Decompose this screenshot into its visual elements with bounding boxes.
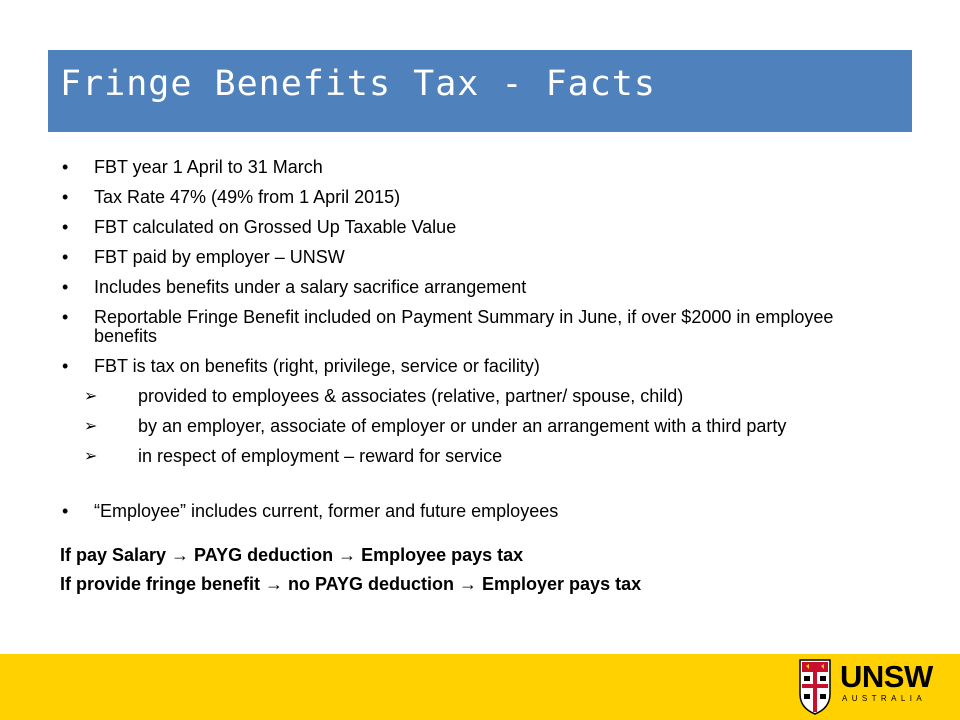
bullet-glyph: • bbox=[62, 307, 69, 327]
arrow-bullet-icon: ➢ bbox=[84, 418, 98, 435]
bullet-text: FBT year 1 April to 31 March bbox=[94, 157, 323, 177]
bullet-text: Reportable Fringe Benefit included on Payment Summary in June, if over $2000 in employee benefits bbox=[94, 307, 834, 346]
logo-wordmark: UNSW bbox=[840, 659, 933, 694]
bullet-text: FBT calculated on Grossed Up Taxable Value bbox=[94, 217, 457, 237]
sub-bullet-item bbox=[84, 417, 900, 436]
sub-bullet-item bbox=[84, 387, 900, 406]
bullet-glyph: • bbox=[62, 501, 69, 521]
bullet-glyph: • bbox=[62, 187, 69, 207]
slide-content bbox=[60, 158, 900, 604]
sub-bullet-item bbox=[84, 447, 900, 466]
arrow-bullet-icon: ➢ bbox=[84, 448, 98, 465]
bullet-glyph: • bbox=[62, 356, 69, 376]
bullet-item bbox=[60, 502, 900, 521]
bullet-glyph: • bbox=[62, 247, 69, 267]
arrow-bullet-icon: ➢ bbox=[84, 388, 98, 405]
logo-subtext: AUSTRALIA bbox=[842, 694, 927, 703]
crest-icon bbox=[798, 658, 832, 716]
summary-line: If provide fringe benefit → no PAYG deduction → Employer pays tax bbox=[60, 574, 642, 594]
unsw-logo bbox=[798, 658, 940, 716]
bullet-glyph: • bbox=[62, 217, 69, 237]
slide-title: Fringe Benefits Tax - Facts bbox=[60, 64, 656, 104]
bullet-item bbox=[60, 357, 900, 376]
bullet-text: “Employee” includes current, former and future employees bbox=[94, 501, 559, 521]
bullet-item bbox=[60, 218, 900, 237]
bullet-text: FBT is tax on benefits (right, privilege, service or facility) bbox=[94, 356, 540, 376]
sub-bullet-text: by an employer, associate of employer or under an arrangement with a third party bbox=[138, 416, 787, 436]
spacer bbox=[60, 477, 900, 502]
bullet-text: FBT paid by employer – UNSW bbox=[94, 247, 345, 267]
bullet-item bbox=[60, 158, 900, 177]
summary-line: If pay Salary → PAYG deduction → Employee pays tax bbox=[60, 545, 524, 565]
bullet-item bbox=[60, 248, 900, 267]
bullet-item bbox=[60, 278, 900, 297]
title-bar bbox=[48, 50, 912, 132]
bullet-glyph: • bbox=[62, 157, 69, 177]
spacer bbox=[60, 532, 900, 546]
bullet-item bbox=[60, 188, 900, 207]
bullet-text: Includes benefits under a salary sacrifice arrangement bbox=[94, 277, 527, 297]
sub-bullet-text: in respect of employment – reward for service bbox=[138, 446, 503, 466]
sub-bullet-text: provided to employees & associates (relative, partner/ spouse, child) bbox=[138, 386, 684, 406]
bullet-text: Tax Rate 47% (49% from 1 April 2015) bbox=[94, 187, 401, 207]
bullet-item bbox=[60, 308, 900, 346]
bullet-glyph: • bbox=[62, 277, 69, 297]
